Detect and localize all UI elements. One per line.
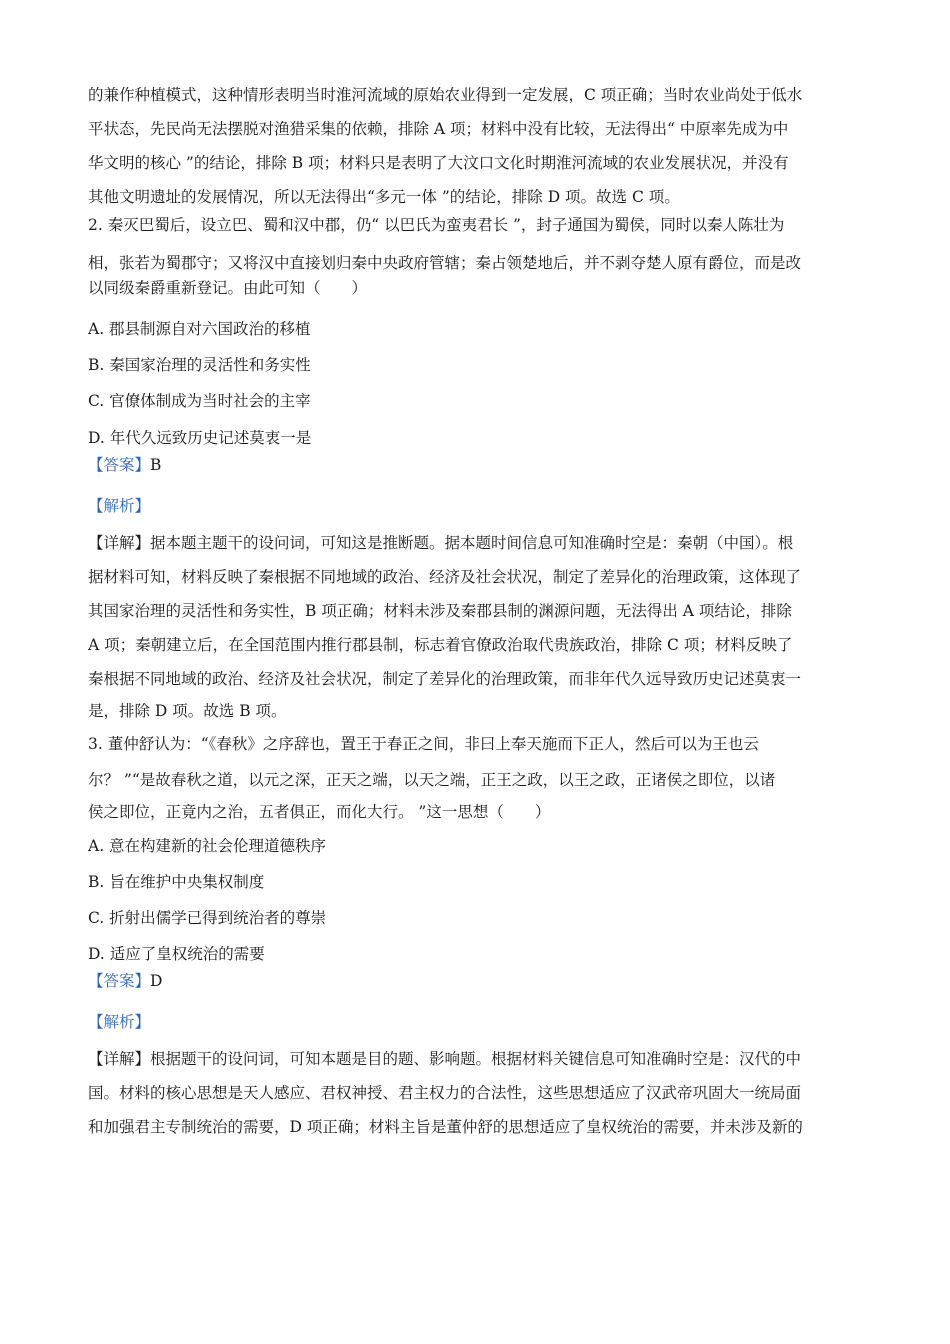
detail-text: 根据题干的设问词，可知本题是目的题、影响题。根据材料关键信息可知准确时空是：汉代的中	[150, 1050, 802, 1068]
question-3-detail	[88, 1048, 863, 1070]
question-3-stem: 尔？ ”“是故春秋之道，以元之深，正天之端，以天之端，正王之政，以王之政，正诸侯之即位，以诸	[88, 771, 776, 789]
question-3-option-b: B. 旨在维护中央集权制度	[88, 873, 265, 891]
question-2-detail	[88, 532, 863, 554]
question-2-option-c: C. 官僚体制成为当时社会的主宰	[88, 392, 311, 410]
question-2-stem: 相，张若为蜀郡守；又将汉中直接划归秦中央政府管辖；秦占领楚地后，并不剥夺楚人原有爵位，而是改	[88, 254, 802, 272]
analysis-tag: 【解析】	[88, 497, 151, 515]
detail-text: 据本题主题干的设问词，可知这是推断题。据本题时间信息可知准确时空是：秦朝（中国）。根	[150, 534, 794, 552]
detail-line: 其国家治理的灵活性和务实性，B 项正确；材料未涉及秦郡县制的渊源问题，无法得出 A 项结论，排除	[88, 602, 792, 620]
paragraph-line: 平状态，先民尚无法摆脱对渔猎采集的依赖，排除 A 项；材料中没有比较，无法得出“ 中原率先成为中	[88, 120, 789, 138]
detail-line: 秦根据不同地域的政治、经济及社会状况，制定了差异化的治理政策，而非年代久远导致历史记述莫衷一	[88, 670, 802, 688]
question-3-option-a: A. 意在构建新的社会伦理道德秩序	[88, 837, 327, 855]
question-3-option-d: D. 适应了皇权统治的需要	[88, 945, 265, 963]
detail-line: 和加强君主专制统治的需要，D 项正确；材料主旨是董仲舒的思想适应了皇权统治的需要，并未涉及新的	[88, 1118, 803, 1136]
paragraph-line: 的兼作种植模式，这种情形表明当时淮河流域的原始农业得到一定发展，C 项正确；当时农业尚处于低水	[88, 86, 803, 104]
question-3-option-c: C. 折射出儒学已得到统治者的尊崇	[88, 909, 327, 927]
question-2-answer	[88, 454, 863, 476]
question-2-option-b: B. 秦国家治理的灵活性和务实性	[88, 356, 311, 374]
question-3-stem: 3. 董仲舒认为：“《春秋》之序辞也，置王于春正之间，非曰上奉天施而下正人，然后可以为王也云	[88, 735, 759, 753]
question-3-answer	[88, 970, 863, 992]
detail-line: 国。材料的核心思想是天人感应、君权神授、君主权力的合法性，这些思想适应了汉武帝巩固大一统局面	[88, 1084, 802, 1102]
question-2-stem: 以同级秦爵重新登记。由此可知（ ）	[88, 279, 368, 297]
detail-line: A 项；秦朝建立后，在全国范围内推行郡县制，标志着官僚政治取代贵族政治，排除 C 项；材料反映了	[88, 636, 793, 654]
answer-value: D	[150, 972, 163, 990]
detail-line: 据材料可知，材料反映了秦根据不同地域的政治、经济及社会状况，制定了差异化的治理政策，这体现了	[88, 568, 802, 586]
question-2-stem: 2. 秦灭巴蜀后，设立巴、蜀和汉中郡，仍“ 以巴氏为蛮夷君长 ”，封子通国为蜀侯，同时以秦人陈壮为	[88, 216, 785, 234]
question-3-analysis	[88, 1011, 863, 1033]
question-2-option-d: D. 年代久远致历史记述莫衷一是	[88, 429, 312, 447]
answer-tag: 【答案】	[88, 972, 151, 990]
question-3-stem: 侯之即位，正竟内之治，五者俱正，而化大行。 ”这一思想（ ）	[88, 803, 551, 821]
answer-value: B	[150, 456, 162, 474]
detail-tag: 【详解】	[88, 534, 151, 552]
detail-tag: 【详解】	[88, 1050, 151, 1068]
paragraph-line: 其他文明遗址的发展情况，所以无法得出“多元一体 ”的结论，排除 D 项。故选 C 项。	[88, 188, 680, 206]
detail-line: 是，排除 D 项。故选 B 项。	[88, 702, 287, 720]
answer-tag: 【答案】	[88, 456, 151, 474]
analysis-tag: 【解析】	[88, 1013, 151, 1031]
question-2-analysis	[88, 495, 863, 517]
paragraph-line: 华文明的核心 ”的结论，排除 B 项；材料只是表明了大汶口文化时期淮河流域的农业发展状况，并没有	[88, 154, 789, 172]
question-2-option-a: A. 郡县制源自对六国政治的移植	[88, 320, 311, 338]
